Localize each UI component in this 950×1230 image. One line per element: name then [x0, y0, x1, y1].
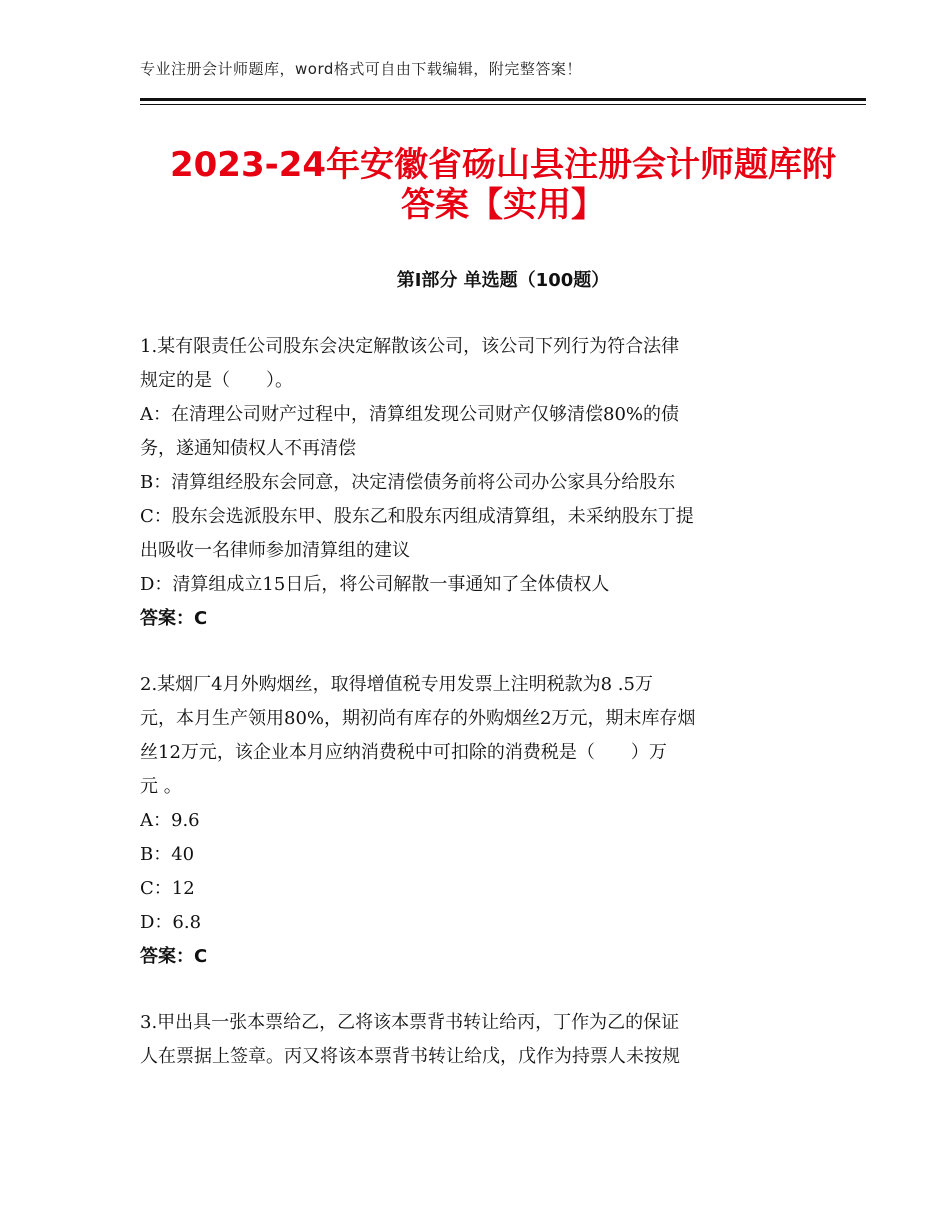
option-line: D：清算组成立15日后，将公司解散一事通知了全体债权人	[140, 574, 610, 595]
header-rule-thin	[140, 104, 866, 105]
question-line: 元，本月生产领用80%，期初尚有库存的外购烟丝2万元，期末库存烟	[140, 708, 696, 729]
question-line: 规定的是（ ）。	[140, 370, 293, 391]
title-line: 2023-24年安徽省砀山县注册会计师题库附	[169, 145, 837, 185]
option-line: B：清算组经股东会同意，决定清偿债务前将公司办公家具分给股东	[140, 472, 676, 493]
question-list	[140, 330, 820, 1106]
question-line: 2.某烟厂4月外购烟丝，取得增值税专用发票上注明税款为8 .5万	[140, 674, 653, 695]
question-line: 3.甲出具一张本票给乙，乙将该本票背书转让给丙，丁作为乙的保证	[140, 1012, 680, 1033]
question-3	[140, 1006, 820, 1074]
option-line: A：在清理公司财产过程中，清算组发现公司财产仅够清偿80%的债	[140, 404, 680, 425]
document-title	[140, 145, 866, 225]
option-line: A：9.6	[140, 810, 200, 831]
question-2	[140, 668, 820, 974]
option-line: C：12	[140, 878, 195, 899]
question-line: 人在票据上签章。丙又将该本票背书转让给戊，戊作为持票人未按规	[140, 1046, 680, 1067]
option-line: B：40	[140, 844, 195, 865]
question-1	[140, 330, 820, 636]
option-line: 出吸收一名律师参加清算组的建议	[140, 540, 410, 561]
option-line: D：6.8	[140, 912, 202, 933]
question-line: 丝12万元，该企业本月应纳消费税中可扣除的消费税是（ ）万	[140, 742, 667, 763]
question-line: 1.某有限责任公司股东会决定解散该公司，该公司下列行为符合法律	[140, 336, 680, 357]
option-line: 务，遂通知债权人不再清偿	[140, 438, 356, 459]
section-title: 第Ⅰ部分 单选题（100题）	[396, 270, 610, 291]
header-note: 专业注册会计师题库，word格式可自由下载编辑，附完整答案！	[140, 60, 582, 78]
header-rule-thick	[140, 98, 866, 101]
option-line: C：股东会选派股东甲、股东乙和股东丙组成清算组，未采纳股东丁提	[140, 506, 694, 527]
answer-label: 答案：C	[140, 608, 208, 629]
answer-label: 答案：C	[140, 946, 208, 967]
question-line: 元 。	[140, 776, 182, 797]
title-line: 答案【实用】	[401, 185, 605, 225]
